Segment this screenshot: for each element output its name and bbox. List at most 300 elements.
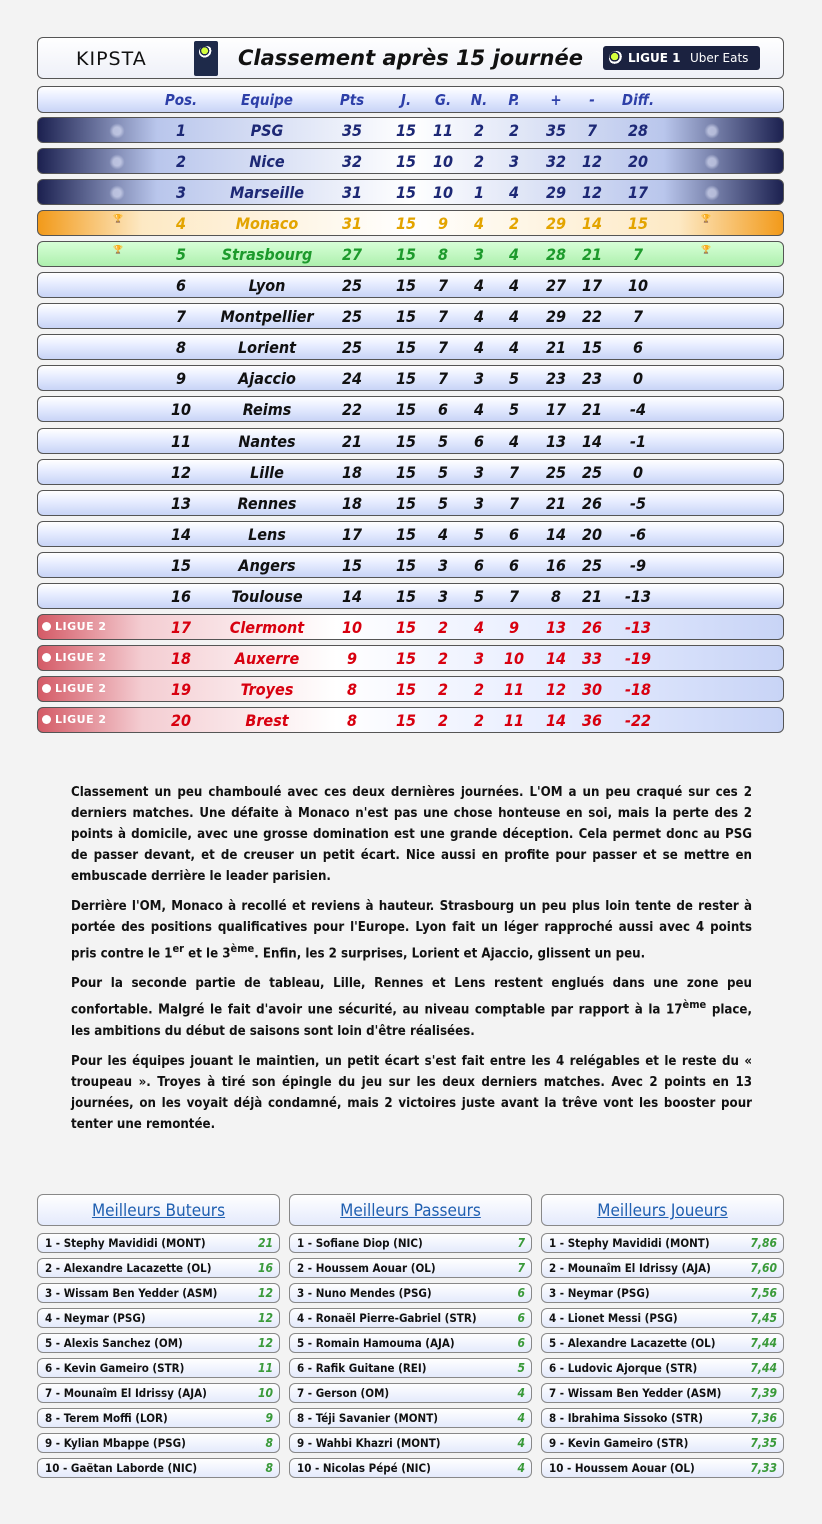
cell-g: 11 [432, 121, 454, 140]
cell-diff: 17 [627, 183, 649, 203]
cell-n: 5 [473, 586, 485, 606]
cell-pos: 16 [170, 586, 192, 606]
cell-minus: 33 [581, 648, 603, 668]
cell-team: Angers [238, 555, 296, 575]
cell-pts: 22 [341, 400, 363, 420]
cell-j: 15 [395, 431, 417, 451]
player-name: 7 - Gerson (OM) [297, 1386, 390, 1400]
page-title: Classement après 15 journée [238, 46, 583, 70]
cell-j: 15 [395, 462, 417, 482]
table-row [37, 428, 784, 454]
cell-minus: 30 [581, 679, 603, 699]
cell-pts: 17 [341, 524, 363, 544]
cell-n: 2 [473, 710, 485, 730]
ligue2-relegation-tag [42, 682, 107, 695]
europa-league-trophy-icon: 🏆 [701, 214, 711, 224]
cell-minus: 14 [581, 214, 603, 234]
player-name: 9 - Kylian Mbappe (PSG) [45, 1436, 186, 1450]
cell-g: 6 [437, 400, 449, 420]
cell-pos: 5 [175, 245, 187, 265]
cell-pts: 27 [341, 245, 363, 265]
table-row [37, 365, 784, 391]
ligue2-label: LIGUE 2 [55, 650, 107, 664]
cell-n: 6 [473, 431, 485, 451]
cell-team: Reims [242, 400, 292, 420]
cell-p: 10 [503, 648, 525, 668]
cell-p: 4 [508, 245, 520, 265]
cell-plus: 29 [545, 214, 567, 234]
list-item [289, 1333, 532, 1353]
cell-plus: 13 [545, 431, 567, 451]
cell-j: 15 [395, 214, 417, 234]
player-value: 9 [265, 1411, 273, 1425]
cell-pts: 24 [341, 369, 363, 389]
top-players-panel [541, 1194, 784, 1478]
table-row [37, 272, 784, 298]
cell-team: Toulouse [231, 586, 303, 606]
champions-league-star-icon [108, 153, 126, 171]
player-value: 4 [517, 1461, 525, 1475]
europa-league-trophy-icon: 🏆 [113, 214, 123, 224]
cell-diff: -13 [624, 586, 652, 606]
cell-p: 7 [508, 462, 520, 482]
list-item [289, 1458, 532, 1478]
ligue2-label: LIGUE 2 [55, 681, 107, 695]
cell-minus: 26 [581, 493, 603, 513]
cell-minus: 21 [581, 586, 603, 606]
player-value: 12 [257, 1336, 273, 1350]
cell-pts: 18 [341, 462, 363, 482]
table-row [37, 303, 784, 329]
player-value: 10 [257, 1386, 273, 1400]
cell-g: 5 [437, 462, 449, 482]
cell-pts: 8 [346, 710, 358, 730]
table-row [37, 583, 784, 609]
player-name: 3 - Wissam Ben Yedder (ASM) [45, 1286, 218, 1300]
cell-g: 7 [437, 369, 449, 389]
cell-minus: 15 [581, 338, 603, 358]
cell-plus: 13 [545, 617, 567, 637]
cell-team: Lyon [248, 276, 286, 296]
cell-n: 1 [473, 183, 485, 203]
list-item [37, 1333, 280, 1353]
brand-label: KIPSTA [76, 48, 147, 70]
list-item [37, 1433, 280, 1453]
cell-n: 3 [473, 369, 485, 389]
cell-pts: 31 [341, 214, 363, 234]
player-value: 7,60 [750, 1261, 777, 1275]
cell-g: 10 [432, 183, 454, 203]
player-value: 8 [265, 1436, 273, 1450]
cell-plus: 23 [545, 369, 567, 389]
cell-diff: -1 [630, 431, 646, 451]
cell-plus: 14 [545, 710, 567, 730]
table-row [37, 490, 784, 516]
cell-n: 4 [473, 338, 485, 358]
champions-league-star-icon [703, 122, 721, 140]
cell-plus: 29 [545, 183, 567, 203]
cell-pts: 15 [341, 555, 363, 575]
ligue2-relegation-tag [42, 651, 107, 664]
cell-plus: 32 [545, 152, 567, 172]
player-name: 10 - Gaëtan Laborde (NIC) [45, 1461, 198, 1475]
player-value: 12 [257, 1286, 273, 1300]
cell-n: 4 [473, 617, 485, 637]
player-value: 7,39 [750, 1386, 777, 1400]
player-name: 8 - Téji Savanier (MONT) [297, 1411, 438, 1425]
player-value: 8 [265, 1461, 273, 1475]
col-pts: Pts [339, 91, 365, 109]
cell-pts: 25 [341, 307, 363, 327]
player-value: 7,45 [750, 1311, 777, 1325]
player-name: 6 - Rafik Guitane (REI) [297, 1361, 427, 1375]
player-value: 4 [517, 1386, 525, 1400]
ligue2-relegation-tag [42, 620, 107, 633]
col-won: G. [434, 91, 452, 109]
cell-minus: 25 [581, 462, 603, 482]
player-value: 7,35 [750, 1436, 777, 1450]
cell-team: Lens [248, 524, 286, 544]
player-name: 3 - Nuno Mendes (PSG) [297, 1286, 432, 1300]
cell-g: 2 [437, 617, 449, 637]
list-item [541, 1308, 784, 1328]
cell-j: 15 [395, 648, 417, 668]
cell-team: Montpellier [220, 307, 314, 327]
player-name: 2 - Mounaîm El Idrissy (AJA) [549, 1261, 711, 1275]
player-name: 2 - Houssem Aouar (OL) [297, 1261, 436, 1275]
table-row [37, 614, 784, 640]
player-name: 2 - Alexandre Lacazette (OL) [45, 1261, 212, 1275]
list-item [541, 1383, 784, 1403]
table-row [37, 334, 784, 360]
cell-team: Lille [250, 462, 284, 482]
cell-diff: -22 [624, 710, 652, 730]
cell-p: 11 [503, 679, 525, 699]
cell-diff: 6 [632, 338, 644, 358]
cell-j: 15 [395, 679, 417, 699]
top-assists-panel [289, 1194, 532, 1478]
cell-pos: 9 [175, 369, 187, 389]
cell-diff: 0 [632, 369, 644, 389]
cell-diff: 7 [632, 307, 644, 327]
cell-pts: 18 [341, 493, 363, 513]
cell-pts: 25 [341, 276, 363, 296]
cell-j: 15 [395, 555, 417, 575]
cell-pos: 10 [170, 400, 192, 420]
conference-league-trophy-icon: 🏆 [701, 245, 711, 255]
player-name: 3 - Neymar (PSG) [549, 1286, 650, 1300]
list-item [289, 1233, 532, 1253]
cell-j: 15 [395, 369, 417, 389]
table-row [37, 459, 784, 485]
list-item [289, 1433, 532, 1453]
cell-p: 2 [508, 214, 520, 234]
cell-n: 6 [473, 555, 485, 575]
player-value: 7 [517, 1261, 525, 1275]
list-item [541, 1233, 784, 1253]
cell-g: 10 [432, 152, 454, 172]
cell-j: 15 [395, 586, 417, 606]
cell-pos: 12 [170, 462, 192, 482]
cell-j: 15 [395, 617, 417, 637]
cell-team: Troyes [240, 679, 294, 699]
cell-j: 15 [395, 338, 417, 358]
cell-p: 5 [508, 400, 520, 420]
top-scorers-panel [37, 1194, 280, 1478]
cell-minus: 26 [581, 617, 603, 637]
cell-minus: 17 [581, 276, 603, 296]
cell-j: 15 [395, 710, 417, 730]
cell-plus: 12 [545, 679, 567, 699]
ligue2-label: LIGUE 2 [55, 712, 107, 726]
table-row [37, 676, 784, 702]
cell-plus: 21 [545, 338, 567, 358]
cell-j: 15 [395, 245, 417, 265]
cell-diff: -18 [624, 679, 652, 699]
cell-minus: 36 [581, 710, 603, 730]
player-name: 1 - Sofiane Diop (NIC) [297, 1236, 423, 1250]
player-name: 9 - Kevin Gameiro (STR) [549, 1436, 689, 1450]
player-value: 7 [517, 1236, 525, 1250]
ligue2-label: LIGUE 2 [55, 619, 107, 633]
sponsor-name: Uber Eats [690, 51, 749, 65]
cell-n: 2 [473, 121, 485, 140]
table-header [37, 86, 784, 113]
cell-p: 4 [508, 276, 520, 296]
cell-g: 3 [437, 586, 449, 606]
table-row [37, 521, 784, 547]
cell-diff: -9 [630, 555, 646, 575]
cell-minus: 21 [581, 400, 603, 420]
cell-plus: 16 [545, 555, 567, 575]
ligue1-ball-icon [609, 51, 623, 65]
cell-p: 7 [508, 493, 520, 513]
cell-pos: 1 [175, 121, 187, 140]
league-name: LIGUE 1 [628, 51, 681, 65]
table-row [37, 179, 784, 205]
cell-g: 5 [437, 493, 449, 513]
player-value: 7,36 [750, 1411, 777, 1425]
cell-g: 7 [437, 276, 449, 296]
cell-diff: 10 [627, 276, 649, 296]
player-value: 7,86 [750, 1236, 777, 1250]
player-value: 7,44 [750, 1336, 777, 1350]
cell-diff: 20 [627, 152, 649, 172]
col-goals-against: - [589, 91, 595, 109]
cell-p: 4 [508, 307, 520, 327]
cell-g: 2 [437, 648, 449, 668]
cell-plus: 17 [545, 400, 567, 420]
player-name: 10 - Nicolas Pépé (NIC) [297, 1461, 431, 1475]
player-name: 6 - Kevin Gameiro (STR) [45, 1361, 185, 1375]
cell-diff: 15 [627, 214, 649, 234]
cell-pts: 25 [341, 338, 363, 358]
cell-pos: 17 [170, 617, 192, 637]
cell-plus: 28 [545, 245, 567, 265]
col-diff: Diff. [621, 91, 655, 109]
player-value: 7,33 [750, 1461, 777, 1475]
list-item [289, 1283, 532, 1303]
cell-plus: 35 [545, 121, 567, 140]
player-value: 6 [517, 1286, 525, 1300]
cell-p: 4 [508, 338, 520, 358]
cell-diff: -4 [630, 400, 646, 420]
cell-g: 5 [437, 431, 449, 451]
cell-pos: 4 [175, 214, 187, 234]
list-item [37, 1258, 280, 1278]
table-row [37, 210, 784, 236]
cell-team: Marseille [229, 183, 305, 203]
player-value: 7,44 [750, 1361, 777, 1375]
cell-pos: 6 [175, 276, 187, 296]
cell-minus: 14 [581, 431, 603, 451]
list-item [37, 1383, 280, 1403]
commentary-paragraph-3: Pour la seconde partie de tableau, Lille, Rennes et Lens restent englués dans une zone peu confortable. Malgré le fait d'avoir une sécurité, au niveau comptable par rapport à la 17ème place, les ambitions du début de saisons sont loin d'être réalisées. [71, 976, 752, 1039]
ligue2-ball-icon [42, 684, 51, 693]
cell-j: 15 [395, 121, 417, 140]
panel-list [541, 1233, 784, 1478]
cell-g: 7 [437, 307, 449, 327]
cell-plus: 8 [550, 586, 562, 606]
cell-plus: 21 [545, 493, 567, 513]
commentary-paragraph-1: Classement un peu chamboulé avec ces deux dernières journées. L'OM a un peu craqué sur ces 2 derniers matches. Une défaite à Monaco n'est pas une chose honteuse en soi, mais la perte des 2 points à domicile, avec une grosse domination est une grande déception. Cela permet donc au PSG de passer devant, et de creuser un petit écart. Nice aussi en profite pour passer et se mettre en embuscade derrière le leader parisien. [71, 785, 752, 884]
cell-g: 8 [437, 245, 449, 265]
cell-g: 7 [437, 338, 449, 358]
list-item [37, 1233, 280, 1253]
cell-team: Monaco [235, 214, 299, 234]
cell-plus: 27 [545, 276, 567, 296]
cell-pos: 3 [175, 183, 187, 203]
col-lost: P. [508, 91, 520, 109]
cell-pos: 15 [170, 555, 192, 575]
cell-pos: 19 [170, 679, 192, 699]
list-item [37, 1408, 280, 1428]
panel-title[interactable]: Meilleurs Passeurs [289, 1194, 532, 1226]
ligue2-ball-icon [42, 653, 51, 662]
player-name: 4 - Lionet Messi (PSG) [549, 1311, 678, 1325]
cell-team: Ajaccio [238, 369, 296, 389]
cell-minus: 7 [586, 121, 598, 140]
cell-diff: -13 [624, 617, 652, 637]
player-value: 16 [257, 1261, 273, 1275]
panel-title[interactable]: Meilleurs Buteurs [37, 1194, 280, 1226]
list-item [37, 1358, 280, 1378]
cell-minus: 20 [581, 524, 603, 544]
cell-diff: 28 [627, 121, 649, 140]
cell-diff: -6 [630, 524, 646, 544]
player-name: 10 - Houssem Aouar (OL) [549, 1461, 695, 1475]
champions-league-star-icon [108, 122, 126, 140]
cell-j: 15 [395, 152, 417, 172]
table-row [37, 707, 784, 733]
cell-pos: 14 [170, 524, 192, 544]
player-value: 21 [257, 1236, 273, 1250]
cell-team: Auxerre [234, 648, 300, 668]
cell-team: Lorient [238, 338, 296, 358]
cell-n: 3 [473, 245, 485, 265]
cell-n: 3 [473, 493, 485, 513]
cell-g: 3 [437, 555, 449, 575]
cell-pos: 11 [170, 431, 192, 451]
list-item [541, 1358, 784, 1378]
cell-plus: 14 [545, 648, 567, 668]
cell-n: 3 [473, 462, 485, 482]
cell-pts: 31 [341, 183, 363, 203]
cell-g: 2 [437, 679, 449, 699]
champions-league-star-icon [703, 184, 721, 202]
cell-n: 4 [473, 307, 485, 327]
ligue2-relegation-tag [42, 713, 107, 726]
cell-team: Rennes [237, 493, 297, 513]
cell-g: 4 [437, 524, 449, 544]
player-name: 1 - Stephy Mavididi (MONT) [45, 1236, 206, 1250]
cell-plus: 25 [545, 462, 567, 482]
col-drawn: N. [470, 91, 488, 109]
cell-pts: 21 [341, 431, 363, 451]
col-played: J. [400, 91, 412, 109]
player-name: 6 - Ludovic Ajorque (STR) [549, 1361, 698, 1375]
player-value: 5 [517, 1361, 525, 1375]
cell-j: 15 [395, 400, 417, 420]
cell-p: 6 [508, 524, 520, 544]
champions-league-star-icon [703, 153, 721, 171]
cell-p: 4 [508, 183, 520, 203]
player-value: 6 [517, 1336, 525, 1350]
ligue2-ball-icon [42, 715, 51, 724]
list-item [289, 1258, 532, 1278]
ligue1-logo-icon [194, 41, 218, 76]
list-item [541, 1458, 784, 1478]
cell-minus: 12 [581, 152, 603, 172]
cell-pos: 18 [170, 648, 192, 668]
player-name: 1 - Stephy Mavididi (MONT) [549, 1236, 710, 1250]
col-team: Equipe [241, 91, 293, 109]
player-value: 4 [517, 1411, 525, 1425]
cell-p: 6 [508, 555, 520, 575]
cell-team: Brest [245, 710, 289, 730]
cell-j: 15 [395, 524, 417, 544]
table-row [37, 552, 784, 578]
player-value: 6 [517, 1311, 525, 1325]
cell-pts: 32 [341, 152, 363, 172]
list-item [289, 1383, 532, 1403]
cell-pos: 2 [175, 152, 187, 172]
cell-j: 15 [395, 276, 417, 296]
list-item [37, 1458, 280, 1478]
list-item [541, 1283, 784, 1303]
cell-j: 15 [395, 307, 417, 327]
cell-minus: 25 [581, 555, 603, 575]
list-item [289, 1308, 532, 1328]
title-bar [37, 37, 784, 79]
player-value: 11 [257, 1361, 273, 1375]
cell-plus: 14 [545, 524, 567, 544]
panel-title[interactable]: Meilleurs Joueurs [541, 1194, 784, 1226]
cell-pts: 35 [341, 121, 363, 140]
table-row [37, 148, 784, 174]
cell-pos: 7 [175, 307, 187, 327]
list-item [541, 1258, 784, 1278]
table-row [37, 645, 784, 671]
cell-n: 4 [473, 400, 485, 420]
player-name: 9 - Wahbi Khazri (MONT) [297, 1436, 441, 1450]
player-name: 7 - Mounaîm El Idrissy (AJA) [45, 1386, 207, 1400]
list-item [37, 1308, 280, 1328]
list-item [541, 1433, 784, 1453]
cell-pts: 14 [341, 586, 363, 606]
player-value: 7,56 [750, 1286, 777, 1300]
list-item [289, 1408, 532, 1428]
